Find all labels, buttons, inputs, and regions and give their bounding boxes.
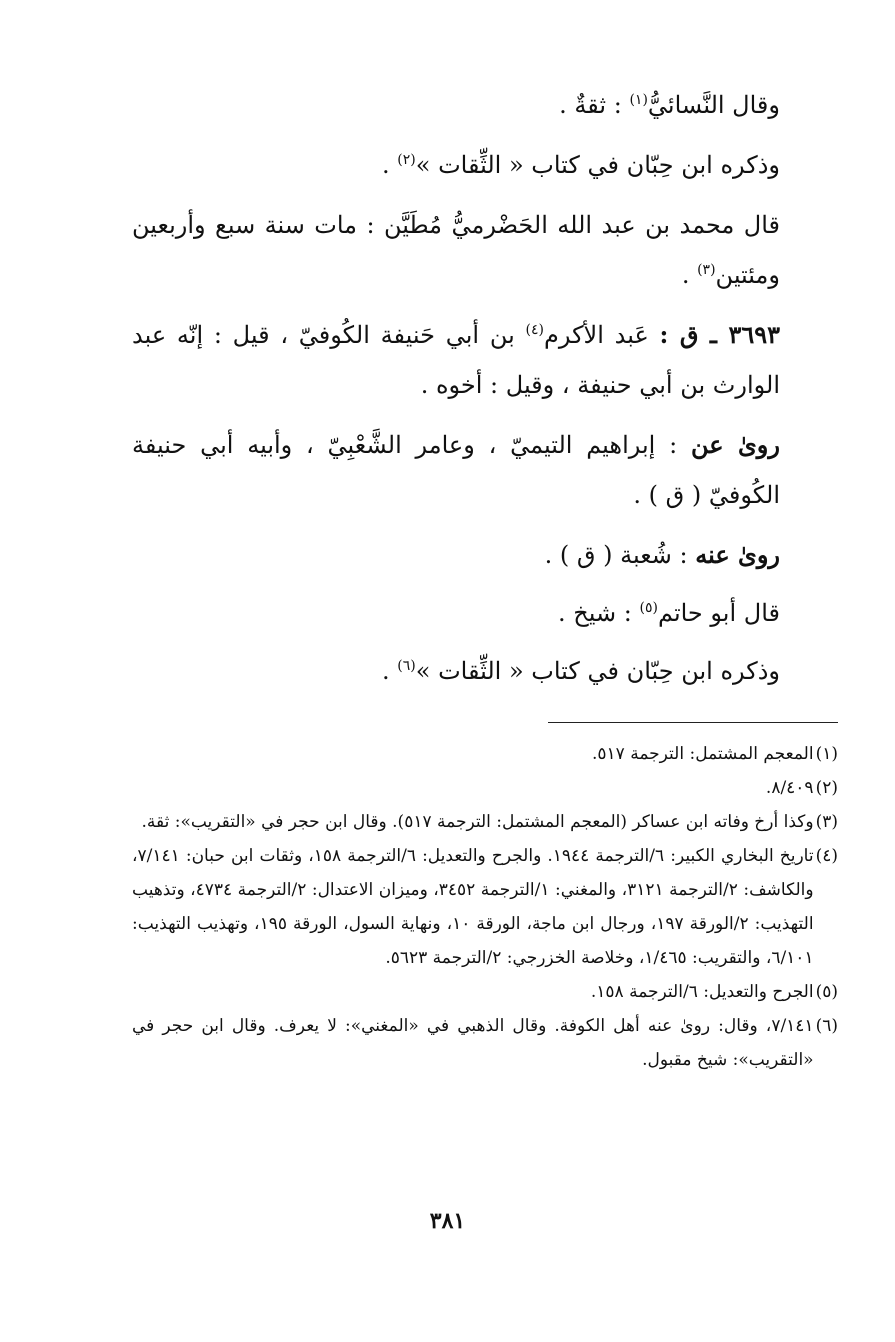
paragraph-rawa-anhu [132,530,838,580]
paragraph-ibn-hibban-2 [132,646,838,696]
paragraph-abu-hatim [132,588,838,638]
page-body [132,80,838,1077]
footnote-number: (٤) [815,846,838,866]
footnote-number: (٥) [815,982,838,1002]
footnote-number: (٣) [815,812,838,832]
entry-heading: ٣٦٩٣ ـ ق : [659,320,780,349]
text: : شُعبة ( ق ) . [544,541,696,569]
text: : شيخ . [558,599,640,627]
text: وقال النَّسائيُّ [647,91,780,119]
text: : إبراهيم التيميّ ، وعامر الشَّعْبِيّ ، وأبيه أبي حنيفة الكُوفيّ ( ق ) . [132,431,780,509]
paragraph-ibn-hibban [132,140,838,190]
paragraph-rawa-an [132,420,838,520]
main-text [132,80,838,696]
text: عَبد الأكرم [543,321,660,349]
footnote-ref: (٣) [697,262,716,278]
footnote-separator [548,722,838,723]
footnote-ref: (٢) [397,152,416,168]
text: وذكره ابن حِبّان في كتاب « الثِّقات » [415,151,780,179]
text: قال أبو حاتم [657,599,780,627]
footnote-number: (٦) [815,1016,838,1036]
text: . [382,151,398,179]
label-rawa-anhu: روىٰ عنه [695,540,780,569]
footnote-text: المعجم المشتمل: الترجمة ٥١٧. [592,744,814,764]
footnote-ref: (٦) [397,658,416,674]
page-number: ٣٨١ [429,1208,466,1234]
paragraph-nasai [132,80,838,130]
footnote-ref: (٤) [525,322,544,338]
text: . [681,261,698,289]
footnote-text: وكذا أرخ وفاته ابن عساكر (المعجم المشتمل: الترجمة ٥١٧). وقال ابن حجر في «التقريب»: ثقة. [141,812,814,832]
footnote-2 [132,771,838,805]
footnotes [132,737,838,1077]
footnote-number: (٢) [815,778,838,798]
footnote-5 [132,975,838,1009]
footnote-4 [132,839,838,975]
text: وذكره ابن حِبّان في كتاب « الثِّقات » [415,657,780,685]
text: : ثقةٌ . [559,91,630,119]
footnote-ref: (٥) [639,600,658,616]
footnote-ref: (١) [629,92,648,108]
text: بن أبي حَنيفة الكُوفيّ ، قيل : إنّه عبد الوارث بن أبي حنيفة ، وقيل : أخوه . [132,321,780,399]
footnote-text: ٧/١٤١، وقال: روىٰ عنه أهل الكوفة. وقال الذهبي في «المغني»: لا يعرف. وقال ابن حجر في «التقريب»: شيخ مقبول. [132,1016,814,1070]
footnote-text: ٨/٤٠٩. [765,778,814,798]
text: . [382,657,398,685]
paragraph-mutayyan [132,200,838,300]
footnote-3 [132,805,838,839]
entry-3693 [132,310,838,410]
footnote-6 [132,1009,838,1077]
footnote-text: الجرح والتعديل: ٦/الترجمة ١٥٨. [590,982,814,1002]
label-rawa-an: روىٰ عن [690,430,780,459]
footnote-text: تاريخ البخاري الكبير: ٦/الترجمة ١٩٤٤. والجرح والتعديل: ٦/الترجمة ١٥٨، وثقات ابن حبان: ٧/١٤١، والكاشف: ٢/الترجمة ٣١٢١، والمغني: ١/الترجمة ٣٤٥٢، وميزان الاعتدال: ٢/الترجمة ٤٧٣٤، وتذهيب التهذيب: ٢/الورقة ١٩٧، ورجال ابن ماجة، الورقة ١٠، ونهاية السول، الورقة ١٩٥، وتهذيب التهذيب: ٦/١٠١، والتقريب: ١/٤٦٥، وخلاصة الخزرجي: ٢/الترجمة ٥٦٢٣. [132,846,814,968]
footnote-1 [132,737,838,771]
footnote-number: (١) [815,744,838,764]
text: قال محمد بن عبد الله الحَضْرميُّ مُطَيَّن : مات سنة سبع وأربعين ومئتين [132,211,780,289]
